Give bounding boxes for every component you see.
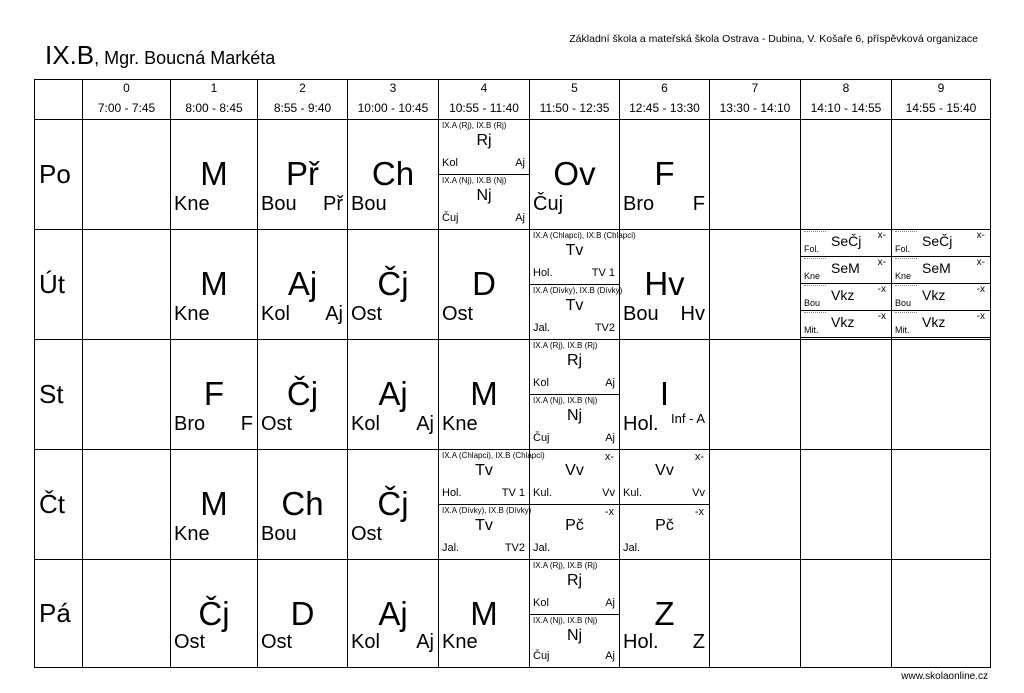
optional-lesson[interactable] xyxy=(892,230,990,257)
empty-cell xyxy=(710,120,801,230)
subject: Z xyxy=(654,595,675,632)
subject: Ov xyxy=(553,155,596,192)
teacher: Ost xyxy=(351,523,383,545)
teacher: Kne xyxy=(895,271,912,281)
subject: Vkz xyxy=(922,314,946,330)
lesson-cell[interactable] xyxy=(258,120,348,230)
group-name-line xyxy=(804,312,826,313)
week-marker: x- xyxy=(604,451,614,463)
subject: Tv xyxy=(565,297,584,314)
teacher: Kul. xyxy=(623,487,642,499)
class-name: IX.B xyxy=(45,40,95,70)
teacher: Bou xyxy=(895,298,912,308)
subject: Rj xyxy=(566,352,583,369)
week-marker: -x xyxy=(976,311,985,322)
lesson-cell[interactable] xyxy=(620,120,710,230)
lesson-cell[interactable] xyxy=(439,120,530,230)
teacher: Fol. xyxy=(804,244,820,254)
period-header xyxy=(171,80,258,120)
teacher: Kne xyxy=(174,523,210,545)
optional-lesson[interactable] xyxy=(892,284,990,311)
optional-lesson[interactable] xyxy=(801,284,891,311)
teacher: Fol. xyxy=(895,244,911,254)
lesson-cell[interactable] xyxy=(348,230,439,340)
week-marker: -x xyxy=(694,506,704,518)
subject: Tv xyxy=(475,462,493,479)
period-time: 10:00 - 10:45 xyxy=(357,101,429,115)
group-lesson[interactable] xyxy=(439,175,529,229)
week-marker: -x xyxy=(604,506,614,518)
empty-cell xyxy=(83,560,171,668)
empty-cell xyxy=(892,120,991,230)
subject: M xyxy=(470,595,498,632)
group-name: IX.A (Chlapci), IX.B (Chlapci) xyxy=(533,231,636,240)
period-header xyxy=(892,80,991,120)
teacher: Čuj xyxy=(533,432,550,444)
subject: SeČj xyxy=(922,233,953,249)
lesson-cell[interactable] xyxy=(530,560,620,668)
group-name: IX.A (Nj), IX.B (Nj) xyxy=(533,616,598,625)
group-lesson[interactable] xyxy=(530,615,619,667)
teacher: Kol xyxy=(442,157,458,169)
empty-cell xyxy=(892,340,991,450)
empty-cell xyxy=(83,340,171,450)
room: TV 1 xyxy=(591,267,615,279)
subject: Tv xyxy=(565,242,584,259)
timetable-grid xyxy=(34,79,991,668)
teacher: Kol xyxy=(351,413,380,435)
empty-cell xyxy=(83,450,171,560)
period-number: 4 xyxy=(480,81,488,95)
group-name-line xyxy=(895,285,917,286)
day-label: Pá xyxy=(35,560,83,668)
room: Hv xyxy=(680,303,705,325)
empty-cell xyxy=(801,560,892,668)
period-time: 14:10 - 14:55 xyxy=(810,101,882,115)
subject: Ch xyxy=(371,155,415,192)
teacher: Bou xyxy=(623,303,659,325)
subject: Aj xyxy=(378,375,408,412)
group-lesson[interactable] xyxy=(530,340,619,395)
subject: Aj xyxy=(287,265,318,302)
subject: D xyxy=(472,265,496,302)
room: F xyxy=(240,413,253,435)
empty-cell xyxy=(83,230,171,340)
week-marker: x- xyxy=(976,257,985,268)
subject: Pč xyxy=(565,517,584,534)
teacher: Čuj xyxy=(442,212,459,224)
subject: Vv xyxy=(655,462,674,479)
subject: Ch xyxy=(281,485,324,522)
lesson-cell[interactable] xyxy=(439,340,530,450)
lesson-cell[interactable] xyxy=(439,560,530,668)
room: Aj xyxy=(325,303,343,325)
lesson-cell[interactable] xyxy=(620,340,710,450)
lesson-cell[interactable] xyxy=(348,340,439,450)
subject: Čj xyxy=(198,595,230,632)
period-header xyxy=(530,80,620,120)
group-lesson[interactable] xyxy=(530,285,623,339)
group-name: IX.A (Rj), IX.B (Rj) xyxy=(442,121,507,130)
period-time: 8:55 - 9:40 xyxy=(273,101,332,115)
lesson-cell[interactable] xyxy=(258,230,348,340)
lesson-cell[interactable] xyxy=(530,340,620,450)
day-label: St xyxy=(35,340,83,450)
subject: M xyxy=(200,155,228,192)
teacher: Čuj xyxy=(533,650,550,662)
group-lesson[interactable] xyxy=(439,505,532,559)
week-marker: -x xyxy=(877,311,886,322)
teacher: Hol. xyxy=(442,487,462,499)
empty-cell xyxy=(710,560,801,668)
subject: M xyxy=(200,485,228,522)
period-time: 10:55 - 11:40 xyxy=(449,101,519,115)
subject: Rj xyxy=(566,572,583,589)
period-header xyxy=(83,80,171,120)
lesson-cell[interactable] xyxy=(801,230,892,340)
teacher: Mit. xyxy=(804,325,819,335)
week-marker: x- xyxy=(877,230,886,241)
optional-lesson[interactable] xyxy=(892,311,990,338)
subject: Př xyxy=(286,155,319,192)
lesson-cell[interactable] xyxy=(439,230,530,340)
room: Př xyxy=(323,193,343,215)
room: TV 1 xyxy=(501,487,525,499)
period-number: 1 xyxy=(210,81,218,95)
lesson-cell[interactable] xyxy=(530,450,620,560)
lesson-cell[interactable] xyxy=(171,120,258,230)
teacher: Kne xyxy=(442,631,478,653)
lesson-cell[interactable] xyxy=(171,450,258,560)
subject: M xyxy=(200,265,228,302)
room: TV2 xyxy=(504,542,525,554)
empty-cell xyxy=(83,120,171,230)
group-name-line xyxy=(804,231,826,232)
period-number: 7 xyxy=(751,81,759,95)
teacher: Bou xyxy=(351,193,387,215)
teacher: Bro xyxy=(174,413,206,435)
day-label: Po xyxy=(35,120,83,230)
optional-lesson[interactable] xyxy=(801,257,891,284)
lesson-cell[interactable] xyxy=(171,340,258,450)
lesson-cell[interactable] xyxy=(530,120,620,230)
room: Aj xyxy=(515,212,525,224)
corner-cell xyxy=(35,80,83,120)
room: Aj xyxy=(416,413,434,435)
teacher: Kol xyxy=(261,303,290,325)
teacher: Bou xyxy=(261,523,297,545)
room: Aj xyxy=(605,432,615,444)
teacher: Ost xyxy=(261,631,293,653)
subject: F xyxy=(654,155,675,192)
lesson-cell[interactable] xyxy=(171,230,258,340)
period-time: 13:30 - 14:10 xyxy=(719,101,791,115)
teacher: Jal. xyxy=(533,322,551,334)
period-number: 3 xyxy=(389,81,397,95)
subject: Rj xyxy=(476,132,492,149)
period-header xyxy=(620,80,710,120)
teacher: Ost xyxy=(442,303,474,325)
period-number: 2 xyxy=(299,81,306,95)
subject: Hv xyxy=(644,265,685,302)
group-lesson[interactable] xyxy=(620,450,709,505)
room: Aj xyxy=(605,650,615,662)
group-name: IX.A (Nj), IX.B (Nj) xyxy=(533,396,598,405)
lesson-cell[interactable] xyxy=(530,230,636,340)
teacher: Kol xyxy=(351,631,380,653)
teacher: Kol xyxy=(533,377,549,389)
subject: Aj xyxy=(378,595,408,632)
room: Aj xyxy=(515,157,525,169)
group-lesson[interactable] xyxy=(530,560,619,615)
optional-lesson[interactable] xyxy=(801,311,891,338)
group-name: IX.A (Nj), IX.B (Nj) xyxy=(442,176,507,185)
teacher: Bou xyxy=(804,298,821,308)
period-time: 8:00 - 8:45 xyxy=(185,101,243,115)
week-marker: -x xyxy=(877,284,886,295)
teacher: Kne xyxy=(174,303,210,325)
empty-cell xyxy=(710,340,801,450)
teacher: Jal. xyxy=(533,542,551,554)
group-name: IX.A (Rj), IX.B (Rj) xyxy=(533,561,598,570)
group-lesson[interactable] xyxy=(620,505,709,559)
week-marker: x- xyxy=(976,230,985,241)
school-name: Základní škola a mateřská škola Ostrava - Dubina, V. Košaře 6, příspěvková organizace xyxy=(569,33,978,45)
room: Vv xyxy=(692,487,705,499)
period-number: 0 xyxy=(123,81,130,95)
teacher: Hol. xyxy=(623,413,659,435)
room: Vv xyxy=(602,487,615,499)
subject: Čj xyxy=(286,375,319,412)
empty-cell xyxy=(710,230,801,340)
period-number: 8 xyxy=(842,81,850,95)
lesson-cell[interactable] xyxy=(258,560,348,668)
lesson-cell[interactable] xyxy=(348,560,439,668)
period-number: 5 xyxy=(571,81,578,95)
period-time: 7:00 - 7:45 xyxy=(97,101,156,115)
subject: Vv xyxy=(565,462,584,479)
room: Inf - A xyxy=(671,411,705,426)
lesson-cell[interactable] xyxy=(892,230,991,340)
subject: Vkz xyxy=(831,287,855,303)
optional-lesson[interactable] xyxy=(801,230,891,257)
period-number: 6 xyxy=(661,81,668,95)
group-name: IX.A (Rj), IX.B (Rj) xyxy=(533,341,598,350)
subject: M xyxy=(470,375,498,412)
subject: Čj xyxy=(377,485,409,522)
lesson-cell[interactable] xyxy=(620,560,710,668)
period-header xyxy=(348,80,439,120)
subject: Tv xyxy=(475,517,493,534)
group-name: IX.A (Dívky), IX.B (Dívky) xyxy=(533,286,623,295)
teacher: Kne xyxy=(174,193,210,215)
week-marker: x- xyxy=(877,257,886,268)
period-header xyxy=(801,80,892,120)
optional-lesson[interactable] xyxy=(892,257,990,284)
group-name: IX.A (Dívky), IX.B (Dívky) xyxy=(442,506,532,515)
lesson-cell[interactable] xyxy=(348,450,439,560)
subject: Vkz xyxy=(831,314,855,330)
group-lesson[interactable] xyxy=(530,395,619,449)
teacher: Ost xyxy=(351,303,383,325)
subject: Pč xyxy=(655,517,674,534)
room: Aj xyxy=(416,631,434,653)
group-name-line xyxy=(895,258,917,259)
subject: Nj xyxy=(566,407,583,424)
empty-cell xyxy=(801,450,892,560)
footer-link[interactable]: www.skolaonline.cz xyxy=(901,671,988,682)
empty-cell xyxy=(801,120,892,230)
teacher: Ost xyxy=(174,631,206,653)
teacher: Mit. xyxy=(895,325,910,335)
subject: SeČj xyxy=(831,233,862,249)
subject: Vkz xyxy=(922,287,946,303)
week-marker: -x xyxy=(976,284,985,295)
day-label: Čt xyxy=(35,450,83,560)
teacher: Jal. xyxy=(623,542,641,554)
page-title xyxy=(45,40,275,71)
lesson-cell[interactable] xyxy=(258,340,348,450)
lesson-cell[interactable] xyxy=(620,450,710,560)
room: TV2 xyxy=(594,322,615,334)
period-time: 14:55 - 15:40 xyxy=(905,101,977,115)
teacher: Ost xyxy=(261,413,293,435)
subject: Nj xyxy=(476,187,492,204)
teacher: Kol xyxy=(533,597,549,609)
subject: D xyxy=(290,595,315,632)
teacher: Jal. xyxy=(442,542,460,554)
empty-cell xyxy=(892,450,991,560)
lesson-cell[interactable] xyxy=(348,120,439,230)
teacher: Čuj xyxy=(533,193,564,215)
subject: I xyxy=(659,375,670,412)
week-marker: x- xyxy=(694,451,704,463)
period-header xyxy=(258,80,348,120)
period-time: 11:50 - 12:35 xyxy=(539,101,610,115)
period-number: 9 xyxy=(937,81,945,95)
lesson-cell[interactable] xyxy=(620,230,710,340)
teacher: Hol. xyxy=(623,631,659,653)
room: Aj xyxy=(605,597,615,609)
group-name: IX.A (Chlapci), IX.B (Chlapci) xyxy=(442,451,545,460)
group-lesson[interactable] xyxy=(439,120,529,175)
group-lesson[interactable] xyxy=(530,230,636,285)
teacher: Bou xyxy=(261,193,297,215)
subject: F xyxy=(203,375,225,412)
group-name-line xyxy=(804,258,826,259)
room: Aj xyxy=(605,377,615,389)
empty-cell xyxy=(892,560,991,668)
empty-cell xyxy=(801,340,892,450)
period-time: 12:45 - 13:30 xyxy=(629,101,700,115)
lesson-cell[interactable] xyxy=(258,450,348,560)
period-header xyxy=(710,80,801,120)
group-name-line xyxy=(804,285,826,286)
subject: Nj xyxy=(566,627,583,644)
subject: Čj xyxy=(377,265,409,302)
group-name-line xyxy=(895,231,917,232)
teacher: Kul. xyxy=(533,487,552,499)
subject: SeM xyxy=(922,260,951,276)
group-name-line xyxy=(895,312,917,313)
teacher: Hol. xyxy=(533,267,553,279)
teacher: Kne xyxy=(442,413,478,435)
room: F xyxy=(692,193,705,215)
group-lesson[interactable] xyxy=(530,450,619,505)
lesson-cell[interactable] xyxy=(171,560,258,668)
subject: SeM xyxy=(831,260,860,276)
day-label: Út xyxy=(35,230,83,340)
group-lesson[interactable] xyxy=(530,505,619,559)
period-header xyxy=(439,80,530,120)
empty-cell xyxy=(710,450,801,560)
class-teacher: , Mgr. Boucná Markéta xyxy=(94,48,276,68)
room: Z xyxy=(692,631,705,653)
teacher: Kne xyxy=(804,271,821,281)
teacher: Bro xyxy=(623,193,655,215)
